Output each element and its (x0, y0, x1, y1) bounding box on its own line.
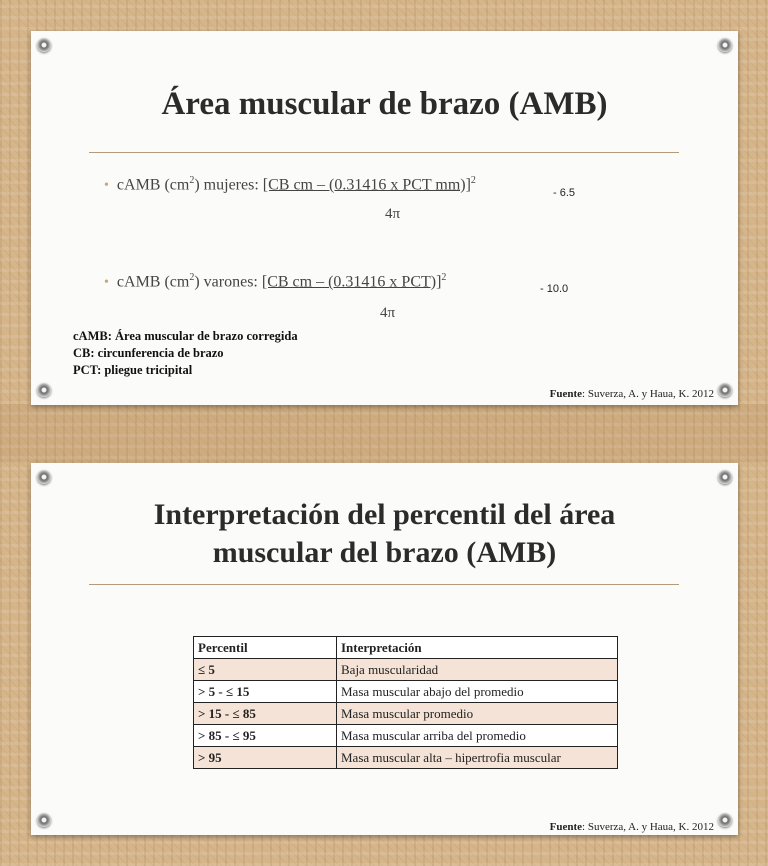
formula-label-sup: 2 (189, 175, 195, 186)
background-band (0, 404, 768, 462)
pushpin-icon (718, 813, 732, 827)
bullet-icon: • (104, 178, 109, 194)
formula-women (104, 175, 476, 194)
pushpin-icon (718, 38, 732, 52)
table-header-row (194, 637, 618, 659)
source-label: Fuente (549, 388, 583, 400)
interpretation-cell: Baja muscularidad (337, 659, 618, 681)
table-row (194, 725, 618, 747)
formula-label: cAMB (cm (116, 273, 190, 291)
table-header: Interpretación (337, 637, 618, 659)
pushpin-icon (37, 38, 51, 52)
source-text: : Suverza, A. y Haua, K. 2012 (582, 388, 714, 400)
table-row (194, 747, 618, 769)
formula-subtract: - 10.0 (540, 283, 569, 295)
pushpin-icon (37, 470, 51, 484)
bullet-icon: • (104, 275, 109, 291)
slide-amb-interpretation (31, 463, 738, 835)
formula-men (104, 272, 446, 291)
slide-title: Área muscular de brazo (AMB) (161, 86, 608, 122)
formula-label-after: ) mujeres: (194, 176, 263, 194)
formula-label: cAMB (cm (116, 176, 190, 194)
percentile-cell: > 5 - ≤ 15 (194, 681, 337, 703)
slide-title-line2: muscular del brazo (AMB) (212, 536, 557, 569)
pushpin-icon (718, 470, 732, 484)
pushpin-icon (718, 383, 732, 397)
definitions-list (73, 328, 298, 379)
definition-pct: PCT: pliegue tricipital (73, 363, 193, 377)
table-row (194, 703, 618, 725)
source-text: : Suverza, A. y Haua, K. 2012 (582, 821, 714, 833)
formula-numerator: [CB cm – (0.31416 x PCT mm)] (262, 176, 471, 194)
source-citation (550, 388, 714, 400)
definition-camb: cAMB: Área muscular de brazo corregida (73, 329, 298, 343)
pushpin-icon (37, 383, 51, 397)
slide-title (31, 496, 738, 572)
formula-numerator-sup: 2 (441, 272, 447, 283)
slide-amb-formula (31, 31, 738, 405)
formula-subtract: - 6.5 (553, 187, 576, 199)
percentile-table (193, 636, 618, 769)
percentile-cell: > 15 - ≤ 85 (194, 703, 337, 725)
formula-numerator: [CB cm – (0.31416 x PCT)] (261, 273, 442, 291)
formula-denominator: 4π (380, 305, 396, 321)
source-label: Fuente (549, 821, 583, 833)
formula-label-after: ) varones: (194, 273, 262, 291)
source-citation (550, 821, 714, 833)
interpretation-cell: Masa muscular promedio (337, 703, 618, 725)
title-divider (89, 584, 679, 585)
formula-denominator: 4π (385, 206, 401, 222)
formula-label-sup: 2 (189, 272, 195, 283)
pushpin-icon (37, 813, 51, 827)
percentile-cell: > 95 (194, 747, 337, 769)
formula-numerator-sup: 2 (470, 175, 476, 186)
slide-title-line1: Interpretación del percentil del área (153, 498, 616, 531)
interpretation-cell: Masa muscular arriba del promedio (337, 725, 618, 747)
table-row (194, 681, 618, 703)
table-row (194, 659, 618, 681)
title-divider (89, 152, 679, 153)
definition-cb: CB: circunferencia de brazo (73, 346, 224, 360)
percentile-cell: ≤ 5 (194, 659, 337, 681)
table-header: Percentil (194, 637, 337, 659)
interpretation-cell: Masa muscular abajo del promedio (337, 681, 618, 703)
interpretation-cell: Masa muscular alta – hipertrofia muscular (337, 747, 618, 769)
percentile-cell: > 85 - ≤ 95 (194, 725, 337, 747)
